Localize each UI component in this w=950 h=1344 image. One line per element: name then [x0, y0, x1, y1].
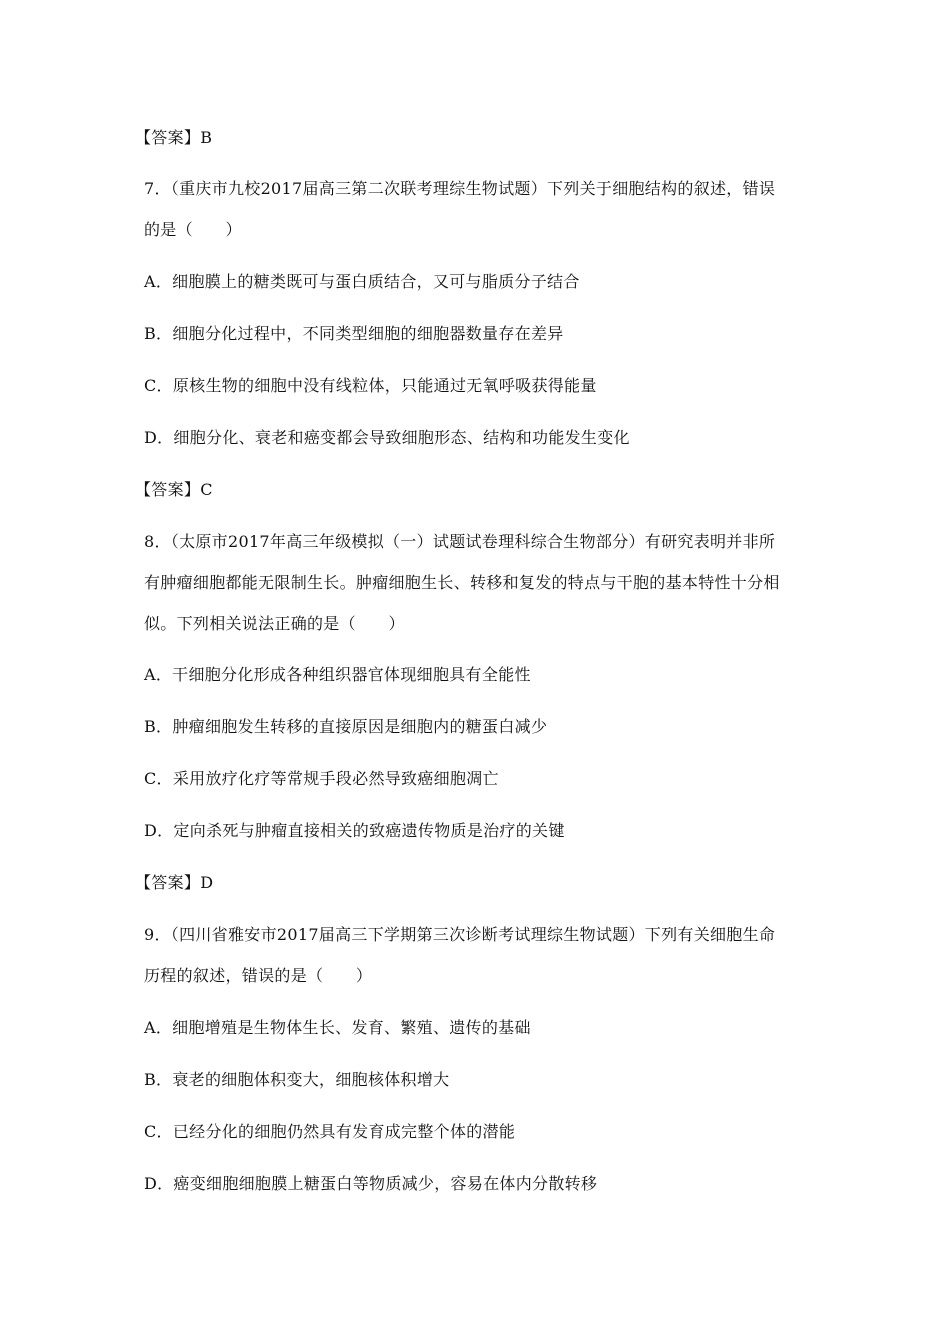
answer-prev: 【答案】B: [135, 128, 213, 147]
q7-option-a: A．细胞膜上的糖类既可与蛋白质结合，又可与脂质分子结合: [144, 272, 580, 291]
q9-option-d: D．癌变细胞细胞膜上糖蛋白等物质减少，容易在体内分散转移: [144, 1174, 598, 1193]
answer-q7: 【答案】C: [135, 480, 213, 499]
q9-option-b: B．衰老的细胞体积变大，细胞核体积增大: [144, 1070, 450, 1089]
q9-stem-line2: 历程的叙述，错误的是（ ）: [144, 966, 373, 985]
q7-stem-line1: 7．（重庆市九校2017届高三第二次联考理综生物试题）下列关于细胞结构的叙述，错误: [144, 179, 776, 198]
q8-stem-line2: 有肿瘤细胞都能无限制生长。肿瘤细胞生长、转移和复发的特点与干胞的基本特性十分相: [144, 573, 780, 592]
q7-option-c: C．原核生物的细胞中没有线粒体，只能通过无氧呼吸获得能量: [144, 376, 597, 395]
q8-option-a: A．干细胞分化形成各种组织器官体现细胞具有全能性: [144, 665, 531, 684]
q8-option-d: D．定向杀死与肿瘤直接相关的致癌遗传物质是治疗的关键: [144, 821, 565, 840]
q8-stem-line1: 8．（太原市2017年高三年级模拟（一）试题试卷理科综合生物部分）有研究表明并非所: [144, 532, 776, 551]
q8-option-c: C．采用放疗化疗等常规手段必然导致癌细胞凋亡: [144, 769, 499, 788]
q7-stem-line2: 的是（ ）: [144, 220, 242, 239]
q9-option-a: A．细胞增殖是生物体生长、发育、繁殖、遗传的基础: [144, 1018, 531, 1037]
q7-option-d: D．细胞分化、衰老和癌变都会导致细胞形态、结构和功能发生变化: [144, 428, 630, 447]
q7-option-b: B．细胞分化过程中，不同类型细胞的细胞器数量存在差异: [144, 324, 564, 343]
q9-stem-line1: 9．（四川省雅安市2017届高三下学期第三次诊断考试理综生物试题）下列有关细胞生命: [144, 925, 776, 944]
q8-option-b: B．肿瘤细胞发生转移的直接原因是细胞内的糖蛋白减少: [144, 717, 548, 736]
answer-q8: 【答案】D: [135, 873, 214, 892]
q8-stem-line3: 似。下列相关说法正确的是（ ）: [144, 614, 405, 633]
q9-option-c: C．已经分化的细胞仍然具有发育成完整个体的潜能: [144, 1122, 516, 1141]
